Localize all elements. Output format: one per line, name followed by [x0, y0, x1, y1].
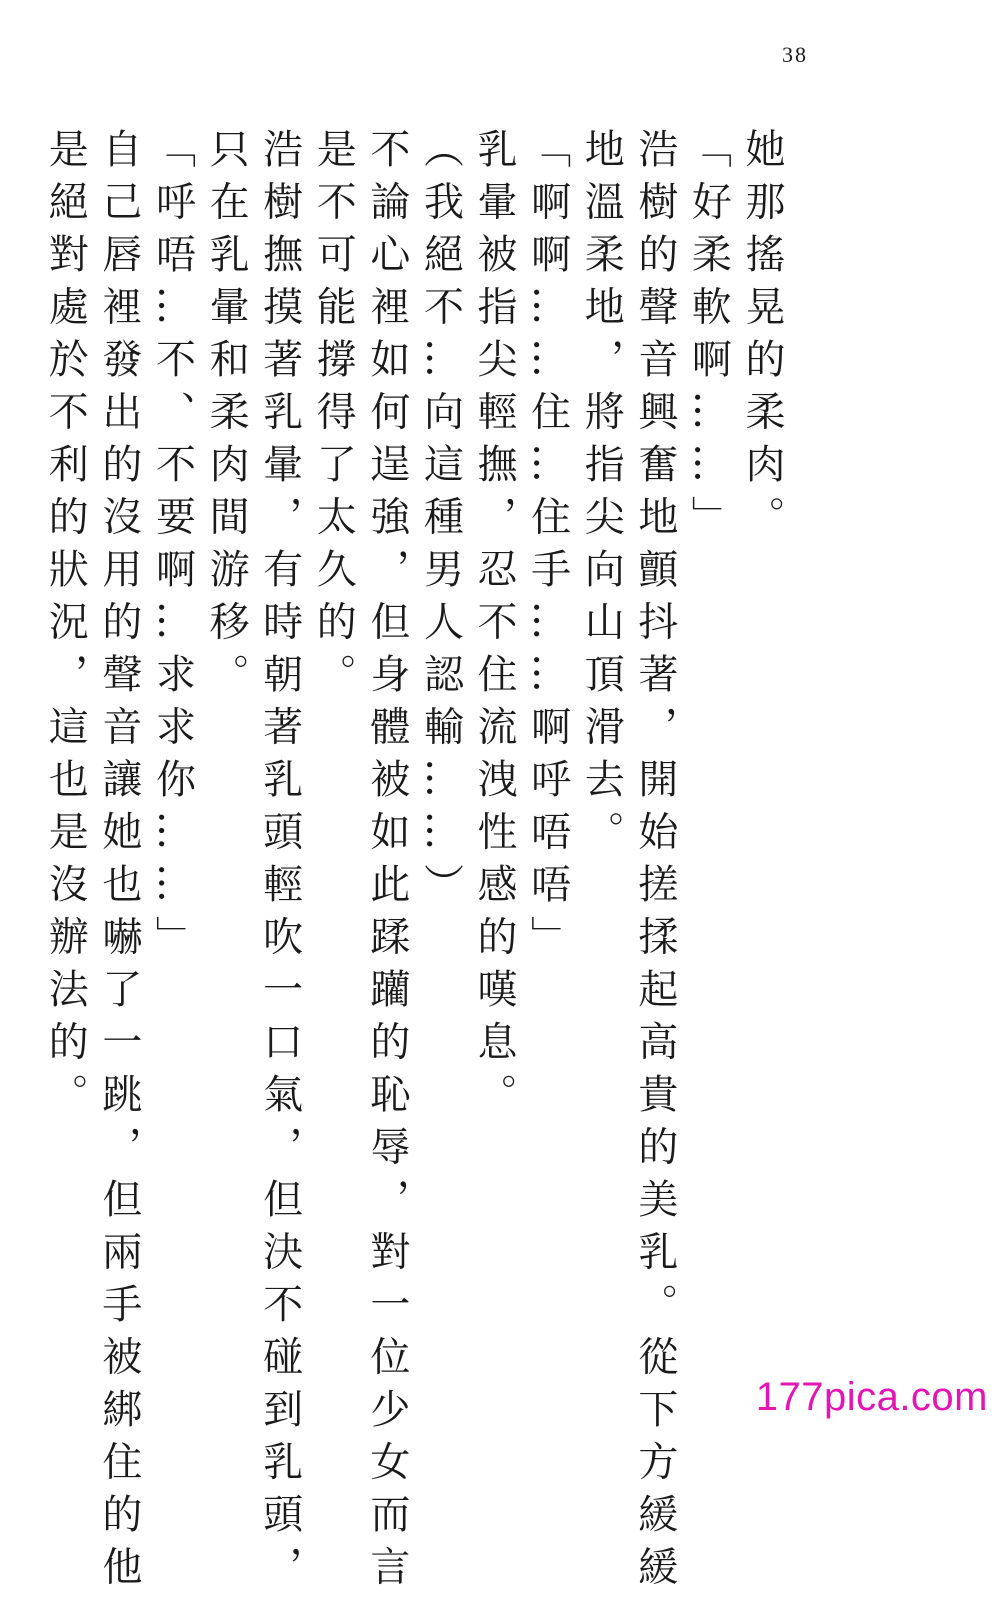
- text-line: 自己唇裡發出的沒用的聲音讓她也嚇了一跳，但兩手被綁住的他: [95, 128, 142, 1598]
- text-line: 「啊啊……住…住手……啊呼唔唔」: [524, 128, 571, 968]
- text-line: （我絕不…向這種男人認輸……）: [417, 128, 464, 916]
- vertical-text-body: [38, 128, 788, 1598]
- text-line: 「呼唔…不、不要啊…求求你……」: [149, 128, 196, 968]
- page-number: 38: [782, 42, 808, 67]
- text-line: 地溫柔地，將指尖向山頂滑去。: [578, 128, 625, 863]
- text-line: 乳暈被指尖輕撫，忍不住流洩性感的嘆息。: [471, 128, 518, 1126]
- text-line: 是絕對處於不利的狀況，這也是沒辦法的。: [42, 128, 89, 1126]
- text-line: 她那搖晃的柔肉。: [739, 128, 785, 548]
- text-line: 浩樹撫摸著乳暈，有時朝著乳頭輕吹一口氣，但決不碰到乳頭，: [256, 128, 303, 1598]
- text-line: 「好柔軟啊……」: [685, 128, 732, 548]
- text-line: 浩樹的聲音興奮地顫抖著，開始搓揉起高貴的美乳。從下方緩緩: [631, 128, 678, 1598]
- text-line: 是不可能撐得了太久的。: [310, 128, 357, 706]
- text-line: 不論心裡如何逞強，但身體被如此蹂躪的恥辱，對一位少女而言: [363, 128, 410, 1598]
- watermark: 177pica.com: [755, 1375, 988, 1419]
- text-line: 只在乳暈和柔肉間游移。: [203, 128, 250, 706]
